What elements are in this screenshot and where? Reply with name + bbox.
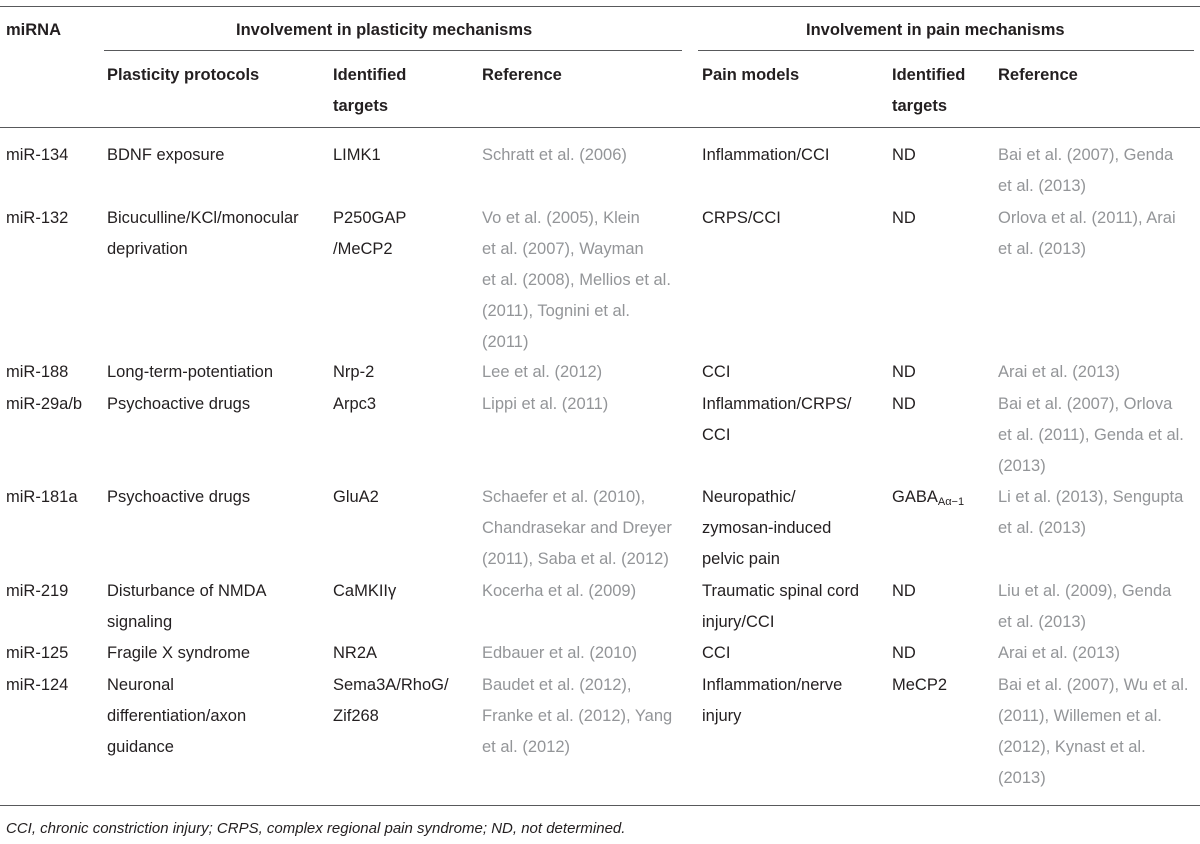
header-pain-identified-targets [892, 60, 965, 122]
cell-line: zymosan-induced [702, 519, 832, 537]
header-plasticity-protocols: Plasticity protocols [107, 66, 260, 84]
cell-line: guidance [107, 738, 174, 756]
header-pain-models: Pain models [702, 66, 800, 84]
cell-mirna: miR-132 [6, 209, 69, 227]
cell-pain-model [702, 576, 859, 638]
cell-line: Long-term-potentiation [107, 363, 274, 381]
cell-plasticity-reference [482, 203, 671, 358]
cell-line: ND [892, 209, 916, 227]
cell-plasticity-protocol [107, 670, 246, 763]
cell-line: Zif268 [333, 707, 379, 725]
table-footnote: CCI, chronic constriction injury; CRPS, complex regional pain syndrome; ND, not determined. [6, 820, 626, 837]
cell-line: ND [892, 582, 916, 600]
cell-line: Fragile X syndrome [107, 644, 251, 662]
cell-line: MeCP2 [892, 676, 948, 694]
cell-line: et al. (2013) [998, 519, 1087, 537]
cell-line: Schratt et al. (2006) [482, 146, 627, 164]
cell-plasticity-reference [482, 638, 637, 669]
top-rule [0, 6, 1200, 7]
cell-line: et al. (2013) [998, 177, 1087, 195]
cell-pain-reference [998, 140, 1173, 202]
pain-group-rule [698, 50, 1194, 51]
cell-line: ND [892, 644, 916, 662]
cell-line: Franke et al. (2012), Yang [482, 707, 673, 725]
cell-pain-reference [998, 389, 1184, 482]
gaba-subscript: Aα−1 [937, 496, 965, 508]
cell-plasticity-targets [333, 203, 406, 265]
cell-line: (2013) [998, 769, 1046, 787]
cell-plasticity-reference [482, 389, 608, 420]
cell-line: ND [892, 363, 916, 381]
cell-pain-targets [892, 357, 916, 388]
cell-line: NR2A [333, 644, 378, 662]
cell-pain-model [702, 670, 842, 732]
cell-mirna: miR-219 [6, 582, 69, 600]
cell-line: Lippi et al. (2011) [482, 395, 609, 413]
cell-line: CCI [702, 426, 731, 444]
header-identified-targets-line2: targets [333, 97, 389, 115]
cell-pain-reference [998, 357, 1120, 388]
cell-mirna: miR-125 [6, 644, 69, 662]
cell-line: deprivation [107, 240, 188, 258]
cell-line: ND [892, 146, 916, 164]
cell-plasticity-reference [482, 140, 627, 171]
cell-line: Lee et al. (2012) [482, 363, 603, 381]
cell-line: Psychoactive drugs [107, 488, 251, 506]
cell-pain-reference [998, 670, 1188, 794]
cell-line: Arpc3 [333, 395, 377, 413]
cell-pain-targets [892, 203, 916, 234]
cell-line: pelvic pain [702, 550, 780, 568]
cell-line: differentiation/axon [107, 707, 247, 725]
cell-plasticity-reference [482, 670, 672, 763]
cell-line [892, 482, 964, 518]
header-bottom-rule [0, 127, 1200, 128]
cell-line: Neuronal [107, 676, 174, 694]
cell-line: Bai et al. (2007), Genda [998, 146, 1174, 164]
cell-line: Nrp-2 [333, 363, 375, 381]
cell-line: Inflammation/nerve [702, 676, 843, 694]
cell-line: Baudet et al. (2012), [482, 676, 632, 694]
cell-line: ND [892, 395, 916, 413]
cell-pain-reference [998, 203, 1176, 265]
cell-pain-model [702, 203, 781, 234]
cell-plasticity-protocol [107, 140, 224, 171]
header-pain-reference: Reference [998, 66, 1078, 84]
cell-pain-targets [892, 389, 916, 420]
cell-line: (2011) [482, 333, 529, 351]
cell-line: Li et al. (2013), Sengupta [998, 488, 1184, 506]
header-mirna: miRNA [6, 21, 62, 39]
cell-line: Orlova et al. (2011), Arai [998, 209, 1176, 227]
cell-line: Liu et al. (2009), Genda [998, 582, 1172, 600]
cell-plasticity-targets [333, 357, 374, 388]
cell-line: (2011), Tognini et al. [482, 302, 630, 320]
cell-pain-model [702, 638, 730, 669]
cell-plasticity-reference [482, 357, 602, 388]
header-plasticity-group: Involvement in plasticity mechanisms [236, 21, 533, 39]
cell-line: et al. (2013) [998, 613, 1087, 631]
cell-line: CaMKIIγ [333, 582, 397, 600]
cell-line: Neuropathic/ [702, 488, 796, 506]
cell-line: CRPS/CCI [702, 209, 781, 227]
cell-line: (2011), Saba et al. (2012) [482, 550, 669, 568]
cell-line: et al. (2011), Genda et al. [998, 426, 1184, 444]
table-bottom-rule [0, 805, 1200, 806]
cell-line: CCI [702, 644, 731, 662]
cell-line: Kocerha et al. (2009) [482, 582, 637, 600]
header-pain-group: Involvement in pain mechanisms [806, 21, 1065, 39]
cell-line: injury [702, 707, 742, 725]
cell-line: et al. (2007), Wayman [482, 240, 644, 258]
plasticity-group-rule [104, 50, 682, 51]
cell-pain-model [702, 140, 829, 171]
cell-pain-model [702, 357, 730, 388]
cell-plasticity-reference [482, 482, 672, 575]
cell-line: Bai et al. (2007), Orlova [998, 395, 1173, 413]
cell-line: Bicuculline/KCl/monocular [107, 209, 299, 227]
cell-line: Bai et al. (2007), Wu et al. [998, 676, 1189, 694]
cell-line: BDNF exposure [107, 146, 225, 164]
cell-line: Schaefer et al. (2010), [482, 488, 646, 506]
cell-pain-model [702, 482, 831, 575]
cell-plasticity-protocol [107, 203, 299, 265]
cell-line: injury/CCI [702, 613, 775, 631]
cell-plasticity-reference [482, 576, 636, 607]
cell-pain-targets [892, 140, 916, 171]
cell-plasticity-protocol [107, 482, 250, 513]
cell-plasticity-targets [333, 140, 381, 171]
cell-plasticity-targets [333, 389, 376, 420]
cell-plasticity-targets [333, 482, 379, 513]
cell-mirna: miR-124 [6, 676, 69, 694]
cell-line: GluA2 [333, 488, 379, 506]
cell-line: Edbauer et al. (2010) [482, 644, 638, 662]
cell-pain-targets [892, 482, 964, 518]
cell-line: Traumatic spinal cord [702, 582, 860, 600]
cell-line: signaling [107, 613, 173, 631]
cell-pain-reference [998, 482, 1183, 544]
cell-plasticity-protocol [107, 389, 250, 420]
header-pain-identified-targets-line2: targets [892, 97, 948, 115]
cell-pain-model [702, 389, 851, 451]
cell-line: et al. (2012) [482, 738, 571, 756]
cell-mirna: miR-29a/b [6, 395, 83, 413]
cell-plasticity-protocol [107, 576, 267, 638]
cell-line: (2013) [998, 457, 1046, 475]
header-identified-targets [333, 60, 406, 122]
cell-line: Vo et al. (2005), Klein [482, 209, 640, 227]
cell-line: (2012), Kynast et al. [998, 738, 1146, 756]
cell-line: CCI [702, 363, 731, 381]
cell-line: Arai et al. (2013) [998, 644, 1120, 662]
header-pain-identified-targets-line1: Identified [892, 66, 966, 84]
cell-mirna: miR-134 [6, 146, 69, 164]
cell-plasticity-protocol [107, 357, 273, 388]
cell-line: Chandrasekar and Dreyer [482, 519, 672, 537]
cell-plasticity-protocol [107, 638, 250, 669]
cell-pain-reference [998, 638, 1120, 669]
gaba-main: GABA [892, 488, 938, 506]
cell-line: Sema3A/RhoG/ [333, 676, 449, 694]
cell-pain-reference [998, 576, 1171, 638]
cell-line: Inflammation/CRPS/ [702, 395, 852, 413]
cell-line: /MeCP2 [333, 240, 393, 258]
cell-line: LIMK1 [333, 146, 381, 164]
cell-pain-targets [892, 576, 916, 607]
cell-mirna: miR-181a [6, 488, 78, 506]
header-reference: Reference [482, 66, 562, 84]
cell-line: et al. (2013) [998, 240, 1087, 258]
header-identified-targets-line1: Identified [333, 66, 407, 84]
cell-plasticity-targets [333, 670, 449, 732]
cell-mirna: miR-188 [6, 363, 69, 381]
cell-line: Inflammation/CCI [702, 146, 830, 164]
cell-pain-targets [892, 670, 947, 701]
cell-line: Arai et al. (2013) [998, 363, 1120, 381]
cell-pain-targets [892, 638, 916, 669]
cell-line: P250GAP [333, 209, 407, 227]
cell-line: et al. (2008), Mellios et al. [482, 271, 671, 289]
cell-line: (2011), Willemen et al. [998, 707, 1162, 725]
cell-plasticity-targets [333, 638, 377, 669]
cell-line: Psychoactive drugs [107, 395, 251, 413]
cell-plasticity-targets [333, 576, 396, 607]
cell-line: Disturbance of NMDA [107, 582, 267, 600]
